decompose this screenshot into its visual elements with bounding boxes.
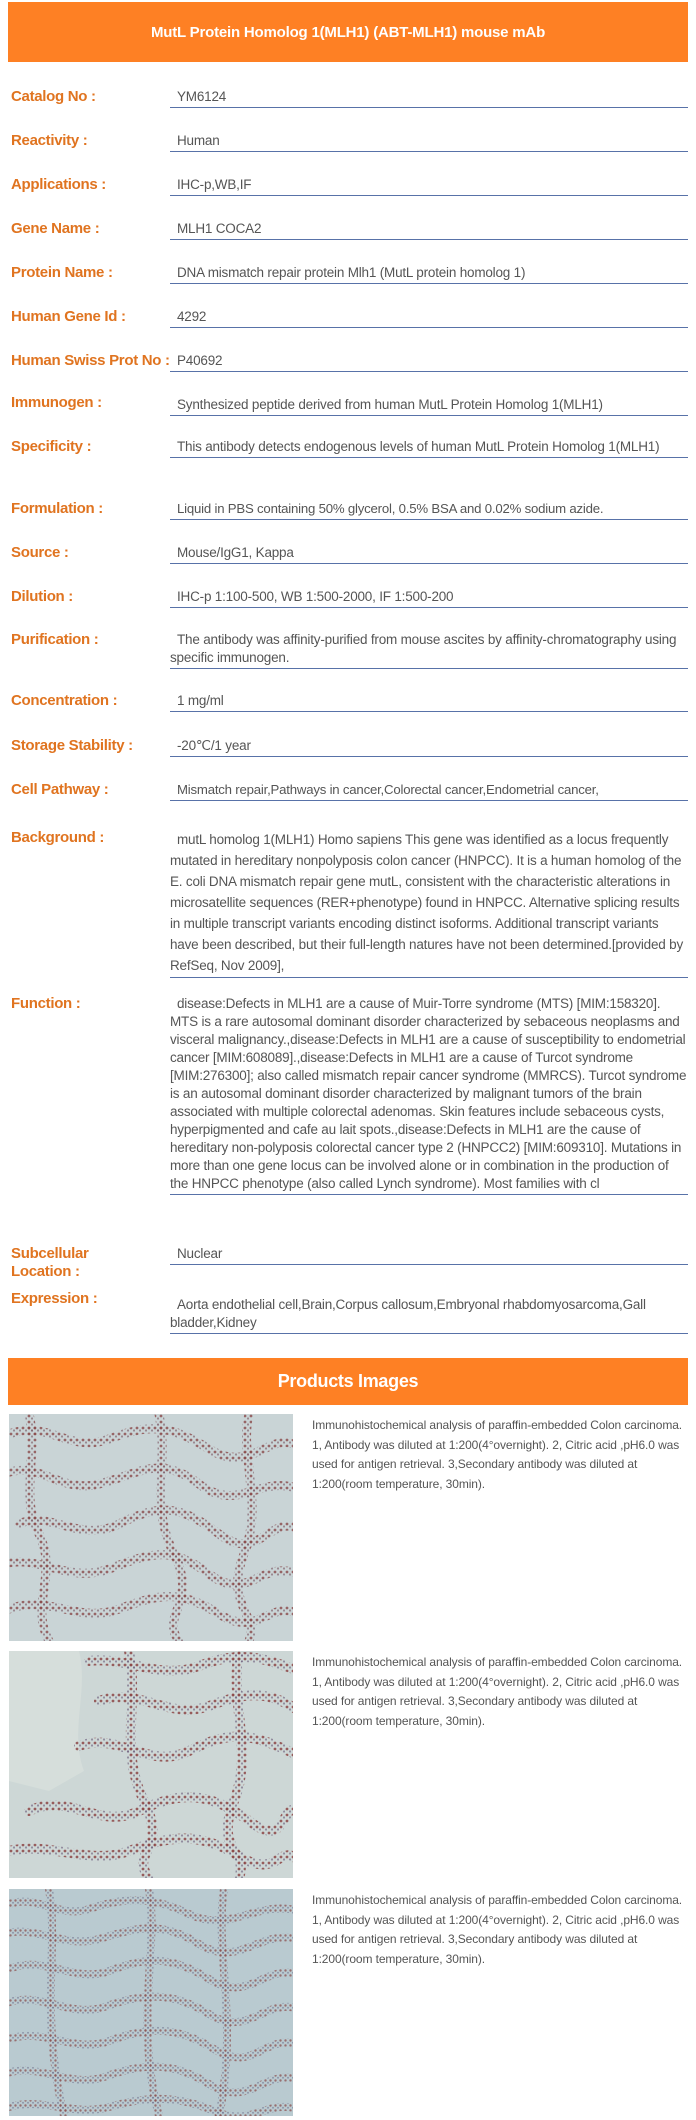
spec-label: Storage Stability : [11, 737, 133, 754]
spec-label: Specificity : [11, 438, 92, 455]
ihc-histology-image[interactable] [9, 1414, 293, 1641]
spec-value: -20℃/1 year [170, 737, 688, 757]
spec-value: This antibody detects endogenous levels of human MutL Protein Homolog 1(MLH1) [170, 438, 688, 458]
spec-label: Purification : [11, 631, 99, 648]
spec-value: P40692 [170, 352, 688, 372]
spec-label: Catalog No : [11, 88, 96, 105]
ihc-histology-image[interactable] [9, 1889, 293, 2116]
spec-label: Protein Name : [11, 264, 113, 281]
spec-value: Nuclear [170, 1245, 688, 1265]
spec-value: disease:Defects in MLH1 are a cause of Muir-Torre syndrome (MTS) [MIM:158320]. MTS is a rare autosomal dominant disorder characterized by sebaceous neoplasms and visceral malignancy.,disease:Defects in MLH1 are a cause of susceptibility to endometrial cancer [MIM:608089].,disease:Defects in MLH1 are a cause of Turcot syndrome [MIM:276300]; also called mismatch repair cancer syndrome (MMRCS). Turcot syndrome is an autosomal dominant disorder characterized by malignant tumors of the brain associated with multiple colorectal adenomas. Skin features include sebaceous cysts, hyperpigmented and cafe au lait spots.,disease:Defects in MLH1 are the cause of hereditary non-polyposis colorectal cancer type 2 (HNPCC2) [MIM:609310]. Mutations in more than one gene locus can be involved alone or in combination in the production of the HNPCC phenotype (also called Lynch syndrome). Most families with cl [170, 995, 688, 1195]
page-title: MutL Protein Homolog 1(MLH1) (ABT-MLH1) mouse mAb [8, 2, 688, 62]
spec-label: Cell Pathway : [11, 781, 109, 798]
spec-label: Source : [11, 544, 69, 561]
spec-value: IHC-p 1:100-500, WB 1:500-2000, IF 1:500-200 [170, 588, 688, 608]
spec-value: 4292 [170, 308, 688, 328]
spec-label: Background : [11, 829, 105, 846]
spec-label: Immunogen : [11, 394, 102, 411]
spec-label: Dilution : [11, 588, 73, 605]
spec-label: Applications : [11, 176, 106, 193]
image-caption: Immunohistochemical analysis of paraffin-embedded Colon carcinoma. 1, Antibody was diluted at 1:200(4°overnight). 2, Citric acid ,pH6.0 was used for antigen retrieval. 3,Secondary antibody was diluted at 1:200(room temperature, 30min). [312, 1418, 683, 1491]
image-caption: Immunohistochemical analysis of paraffin-embedded Colon carcinoma. 1, Antibody was diluted at 1:200(4°overnight). 2, Citric acid ,pH6.0 was used for antigen retrieval. 3,Secondary antibody was diluted at 1:200(room temperature, 30min). [312, 1655, 683, 1728]
spec-value: mutL homolog 1(MLH1) Homo sapiens This gene was identified as a locus frequently mutated in hereditary nonpolyposis colon cancer (HNPCC). It is a human homolog of the E. coli DNA mismatch repair gene mutL, consistent with the characteristic alterations in microsatellite sequences (RER+phenotype) found in HNPCC. Alternative splicing results in multiple transcript variants encoding distinct isoforms. Additional transcript variants have been described, but their full-length natures have not been determined.[provided by RefSeq, Nov 2009], [170, 829, 688, 978]
ihc-histology-image[interactable] [9, 1651, 293, 1878]
spec-label: Gene Name : [11, 220, 100, 237]
spec-value: DNA mismatch repair protein Mlh1 (MutL protein homolog 1) [170, 264, 688, 284]
spec-label: Human Gene Id : [11, 308, 126, 325]
spec-label: Reactivity : [11, 132, 88, 149]
spec-value: The antibody was affinity-purified from mouse ascites by affinity-chromatography using specific immunogen. [170, 631, 688, 669]
spec-value: Mismatch repair,Pathways in cancer,Colorectal cancer,Endometrial cancer, [170, 781, 688, 801]
image-caption: Immunohistochemical analysis of paraffin-embedded Colon carcinoma. 1, Antibody was diluted at 1:200(4°overnight). 2, Citric acid ,pH6.0 was used for antigen retrieval. 3,Secondary antibody was diluted at 1:200(room temperature, 30min). [312, 1893, 683, 1966]
spec-value: MLH1 COCA2 [170, 220, 688, 240]
spec-value: YM6124 [170, 88, 688, 108]
spec-label: Human Swiss Prot No : [11, 352, 170, 369]
spec-value: Human [170, 132, 688, 152]
spec-value: Synthesized peptide derived from human MutL Protein Homolog 1(MLH1) [170, 396, 688, 416]
spec-label: Function : [11, 995, 81, 1012]
spec-value: Aorta endothelial cell,Brain,Corpus callosum,Embryonal rhabdomyosarcoma,Gall bladder,Kidney [170, 1296, 688, 1334]
spec-value: IHC-p,WB,IF [170, 176, 688, 196]
spec-value: 1 mg/ml [170, 692, 688, 712]
spec-value: Mouse/IgG1, Kappa [170, 544, 688, 564]
products-images-header: Products Images [8, 1358, 688, 1405]
spec-label: Formulation : [11, 500, 103, 517]
spec-label: Concentration : [11, 692, 118, 709]
spec-value: Liquid in PBS containing 50% glycerol, 0.5% BSA and 0.02% sodium azide. [170, 500, 688, 520]
spec-label: Subcellular Location : [11, 1245, 89, 1280]
spec-label: Expression : [11, 1290, 98, 1307]
